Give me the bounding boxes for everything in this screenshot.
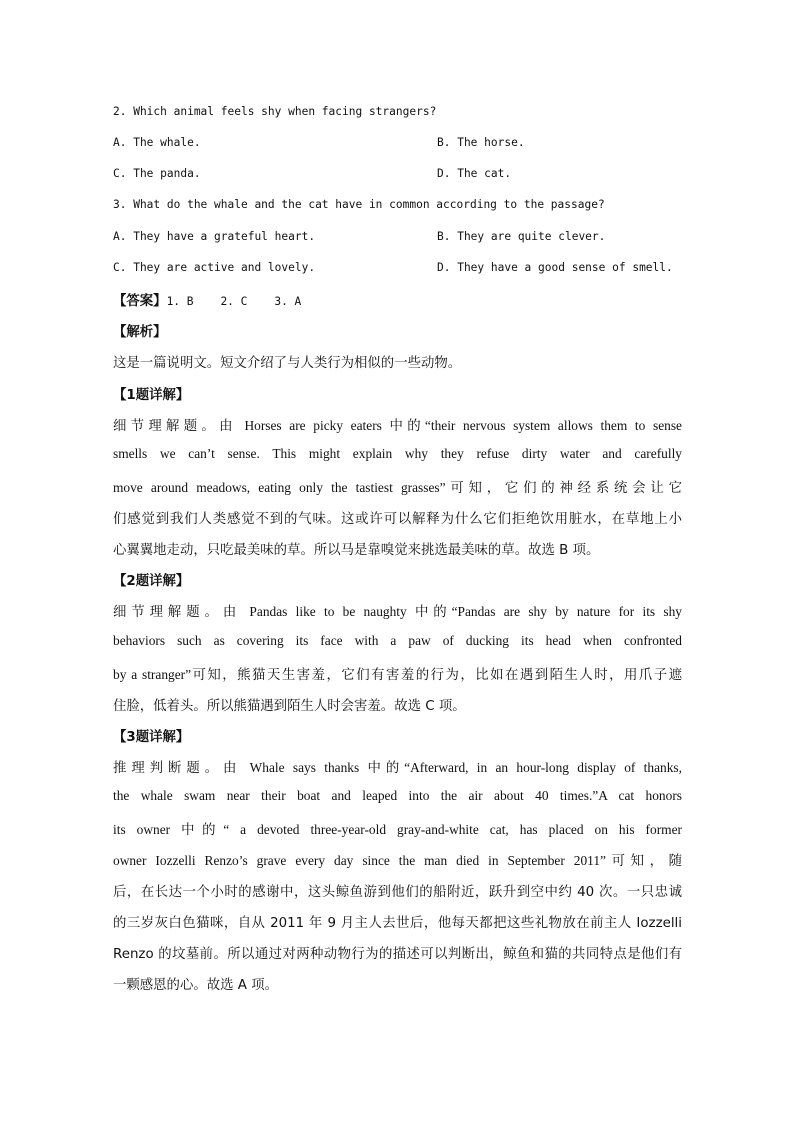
question-3-stem: 3. What do the whale and the cat have in common according to the passage? [113, 198, 605, 211]
question-2-stem: 2. Which animal feels shy when facing strangers? [113, 105, 437, 118]
question-3-option-a: A. They have a grateful heart. [113, 230, 316, 243]
answer-values: 1. B 2. C 3. A [166, 295, 302, 308]
detail-1-line-3: move around meadows, eating only the tastiest grasses”可知，它们的神经系统会让它 [113, 480, 682, 495]
detail-2-heading: 【2题详解】 [113, 574, 190, 589]
detail-3-line-6: 的三岁灰白色猫咪，自从 2011 年 9 月主人去世后，他每天都把这些礼物放在前主人 Iozzelli [113, 916, 682, 931]
detail-3-line-3: its owner 中的“ a devoted three-year-old gray-and-white cat, has placed on his former [113, 822, 682, 837]
detail-1-heading: 【1题详解】 [113, 388, 190, 403]
detail-2-line-3: by a stranger”可知，熊猫天生害羞，它们有害羞的行为，比如在遇到陌生人时，用爪子遮 [113, 667, 682, 682]
answer-line [113, 290, 301, 309]
detail-2-line-2: behaviors such as covering its face with a paw of ducking its head when confronted [113, 633, 682, 648]
question-2-option-d: D. The cat. [437, 167, 512, 180]
detail-1-line-4: 们感觉到我们人类感觉不到的气味。这或许可以解释为什么它们拒绝饮用脏水，在草地上小 [113, 512, 682, 527]
detail-3-line-8: 一颗感恩的心。故选 A 项。 [113, 978, 278, 993]
detail-3-heading: 【3题详解】 [113, 730, 190, 745]
document-page [113, 0, 683, 1123]
question-2-option-a: A. The whale. [113, 136, 201, 149]
question-3-option-c: C. They are active and lovely. [113, 261, 316, 274]
question-2-option-b: B. The horse. [437, 136, 525, 149]
detail-3-line-1: 推理判断题。由 Whale says thanks 中的“Afterward, in an hour-long display of thanks, [113, 760, 682, 775]
detail-1-line-2: smells we can’t sense. This might explain why they refuse dirty water and carefully [113, 446, 682, 461]
detail-2-line-1: 细节理解题。由 Pandas like to be naughty 中的“Pandas are shy by nature for its shy [113, 604, 682, 619]
detail-3-line-5: 后，在长达一个小时的感谢中，这头鲸鱼游到他们的船附近，跃升到空中约 40 次。一只忠诚 [113, 885, 682, 900]
question-3-option-b: B. They are quite clever. [437, 230, 606, 243]
analysis-summary: 这是一篇说明文。短文介绍了与人类行为相似的一些动物。 [113, 356, 462, 371]
detail-1-line-1: 细节理解题。由 Horses are picky eaters 中的“their nervous system allows them to sense [113, 418, 682, 433]
question-3-option-d: D. They have a good sense of smell. [437, 261, 673, 274]
detail-3-line-2: the whale swam near their boat and leaped into the air about 40 times.”A cat honors [113, 788, 682, 803]
answer-label: 【答案】 [113, 294, 167, 309]
detail-3-line-7: Renzo 的坟墓前。所以通过对两种动物行为的描述可以判断出，鲸鱼和猫的共同特点是他们有 [113, 947, 682, 962]
detail-1-line-5: 心翼翼地走动，只吃最美味的草。所以马是靠嗅觉来挑选最美味的草。故选 B 项。 [113, 543, 600, 558]
detail-2-line-4: 住脸，低着头。所以熊猫遇到陌生人时会害羞。故选 C 项。 [113, 699, 466, 714]
detail-3-line-4: owner Iozzelli Renzo’s grave every day since the man died in September 2011”可知，随 [113, 853, 682, 868]
analysis-label: 【解析】 [113, 325, 167, 340]
question-2-option-c: C. The panda. [113, 167, 201, 180]
question-2-option-row-1 [113, 136, 201, 149]
